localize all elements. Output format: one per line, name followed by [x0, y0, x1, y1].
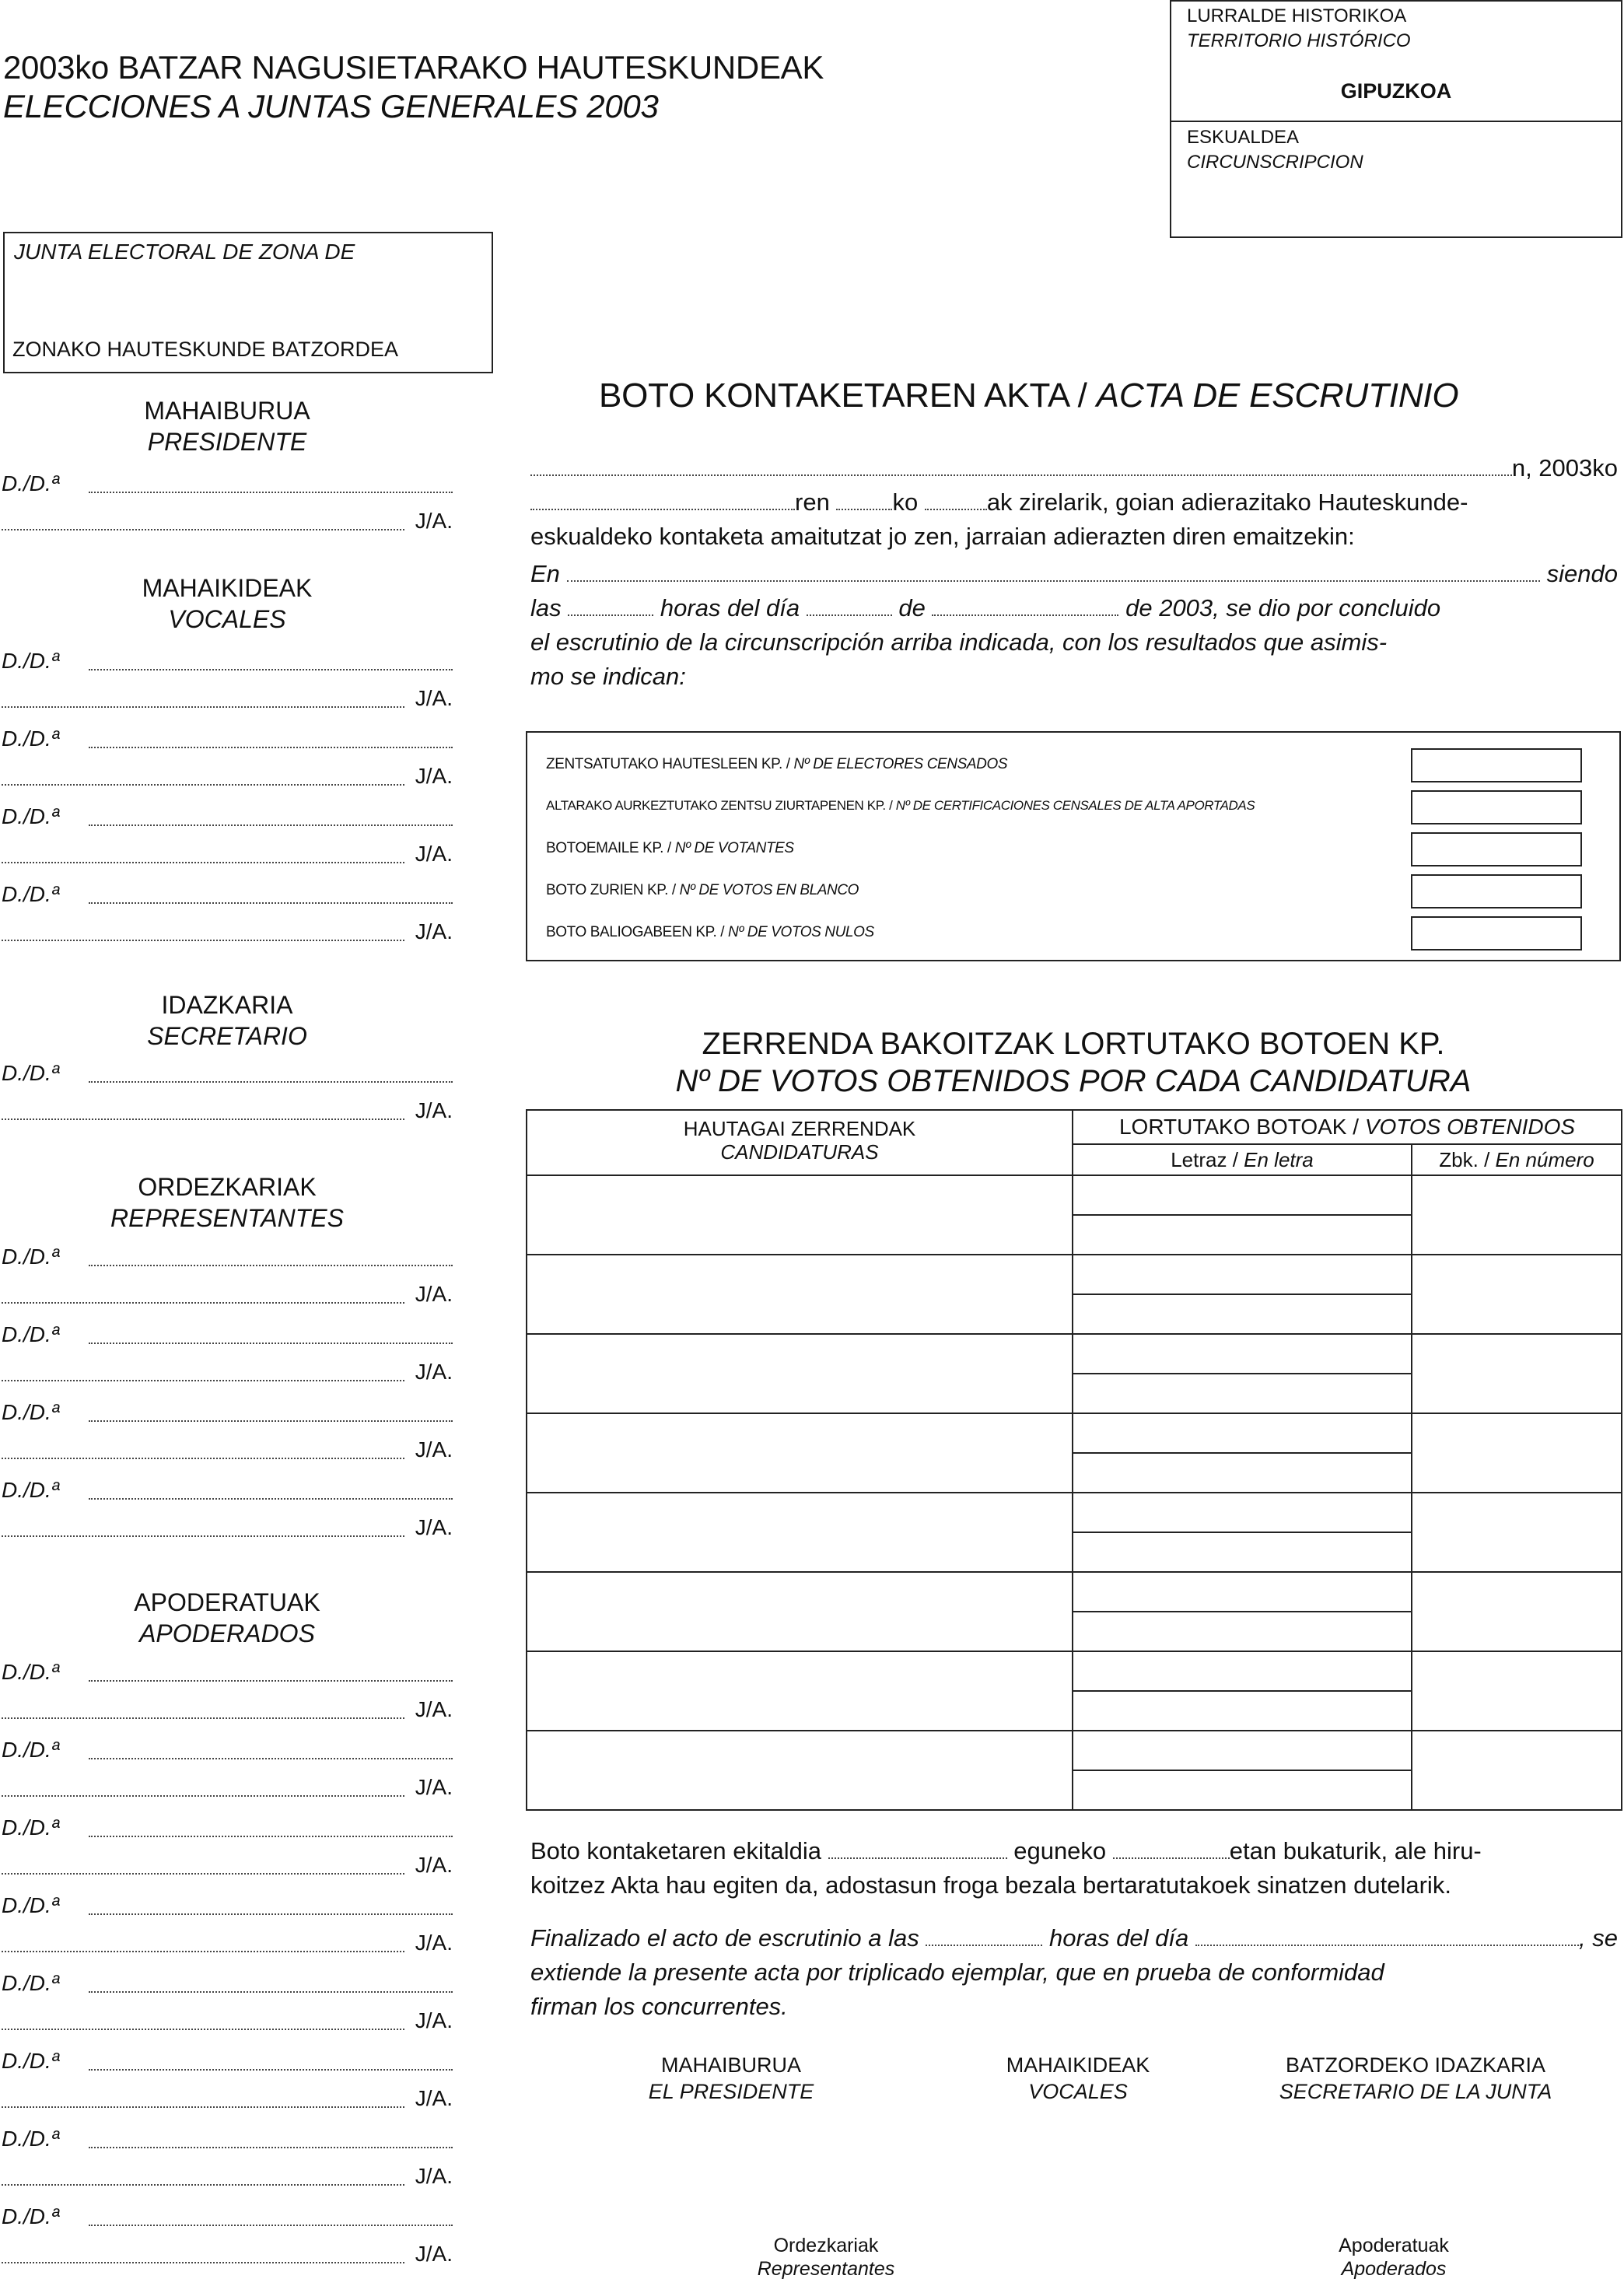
- col-header-letra: Letraz / En letra: [1073, 1144, 1412, 1175]
- votos-letra-cell[interactable]: [1073, 1731, 1412, 1770]
- signer-line-representante[interactable]: D./D.ª J/A.: [2, 1245, 453, 1306]
- day-field[interactable]: [828, 1839, 1007, 1859]
- signer-line-apoderado[interactable]: D./D.ª J/A.: [2, 1660, 453, 1721]
- section-presidente: MAHAIBURUA PRESIDENTE: [144, 397, 310, 456]
- field[interactable]: [530, 490, 795, 510]
- signature-presidente: MAHAIBURUA EL PRESIDENTE: [648, 2053, 814, 2103]
- signature-vocales: MAHAIKIDEAK VOCALES: [1006, 2053, 1150, 2103]
- candidatura-cell[interactable]: [527, 1651, 1073, 1731]
- votos-numero-cell[interactable]: [1412, 1651, 1622, 1731]
- date-field[interactable]: [1195, 1926, 1579, 1946]
- candidatura-cell[interactable]: [527, 1413, 1073, 1493]
- votos-numero-cell[interactable]: [1412, 1175, 1622, 1255]
- votos-letra-cell[interactable]: [1073, 1334, 1412, 1374]
- acta-title: BOTO KONTAKETAREN AKTA / ACTA DE ESCRUTINIO: [599, 376, 1459, 415]
- signer-line-apoderado[interactable]: D./D.ª J/A.: [2, 2204, 453, 2266]
- stat-input[interactable]: [1411, 874, 1582, 908]
- stat-label: BOTOEMAILE KP. / Nº DE VOTANTES: [546, 840, 794, 856]
- signature-secretario: BATZORDEKO IDAZKARIA SECRETARIO DE LA JUNTA: [1279, 2053, 1552, 2103]
- candidatura-cell[interactable]: [527, 1572, 1073, 1651]
- votos-letra-cell[interactable]: [1073, 1294, 1412, 1334]
- col-header-candidaturas: HAUTAGAI ZERRENDAK CANDIDATURAS: [527, 1110, 1073, 1175]
- signer-line-apoderado[interactable]: D./D.ª J/A.: [2, 1738, 453, 1799]
- signer-line-presidente[interactable]: D./D.ª J/A.: [2, 471, 453, 533]
- signer-line-apoderado[interactable]: D./D.ª J/A.: [2, 1971, 453, 2032]
- acta-paragraph-basque: n, 2003ko ren ko ak zirelarik, goian adierazitako Hauteskunde- eskualdeko kontaketa amaitutzat jo zen, jarraian adierazten diren emaitzekin:: [530, 454, 1618, 550]
- title-spanish: ELECCIONES A JUNTAS GENERALES 2003: [3, 88, 659, 124]
- stat-label: ZENTSATUTAKO HAUTESLEEN KP. / Nº DE ELECTORES CENSADOS: [546, 756, 1008, 772]
- votos-letra-cell[interactable]: [1073, 1413, 1412, 1453]
- field[interactable]: [836, 490, 892, 510]
- votos-letra-cell[interactable]: [1073, 1255, 1412, 1294]
- votos-numero-cell[interactable]: [1412, 1334, 1622, 1413]
- votos-letra-cell[interactable]: [1073, 1453, 1412, 1493]
- junta-electoral-box: [3, 232, 493, 373]
- votos-letra-cell[interactable]: [1073, 1612, 1412, 1651]
- signer-line-representante[interactable]: D./D.ª J/A.: [2, 1322, 453, 1384]
- candidaturas-title: ZERRENDA BAKOITZAK LORTUTAKO BOTOEN KP. Nº DE VOTOS OBTENIDOS POR CADA CANDIDATURA: [675, 1027, 1472, 1098]
- candidatura-cell[interactable]: [527, 1493, 1073, 1572]
- hour-field[interactable]: [568, 596, 653, 616]
- hour-field[interactable]: [1113, 1839, 1230, 1859]
- votos-letra-cell[interactable]: [1073, 1532, 1412, 1572]
- votos-letra-cell[interactable]: [1073, 1175, 1412, 1215]
- stat-label: BOTO ZURIEN KP. / Nº DE VOTOS EN BLANCO: [546, 882, 859, 898]
- stat-input[interactable]: [1411, 748, 1582, 782]
- signer-line-apoderado[interactable]: D./D.ª J/A.: [2, 1815, 453, 1877]
- stat-input[interactable]: [1411, 832, 1582, 866]
- signer-line-apoderado[interactable]: D./D.ª J/A.: [2, 2049, 453, 2110]
- votos-numero-cell[interactable]: [1412, 1413, 1622, 1493]
- signature-representantes: Ordezkariak Representantes: [757, 2235, 895, 2280]
- section-vocales: MAHAIKIDEAK VOCALES: [142, 574, 313, 633]
- col-header-votos: LORTUTAKO BOTOAK / VOTOS OBTENIDOS: [1073, 1110, 1622, 1144]
- signer-line-vocal[interactable]: D./D.ª J/A.: [2, 804, 453, 866]
- signer-line-representante[interactable]: D./D.ª J/A.: [2, 1400, 453, 1462]
- candidaturas-table: [526, 1109, 1622, 1811]
- signer-line-vocal[interactable]: D./D.ª J/A.: [2, 726, 453, 788]
- territory-label-es: TERRITORIO HISTÓRICO: [1187, 30, 1411, 51]
- candidatura-cell[interactable]: [527, 1175, 1073, 1255]
- votos-numero-cell[interactable]: [1412, 1493, 1622, 1572]
- circumscription-label-eu: ESKUALDEA: [1187, 127, 1300, 148]
- votos-numero-cell[interactable]: [1412, 1572, 1622, 1651]
- day-field[interactable]: [807, 596, 892, 616]
- closing-paragraph-spanish: Finalizado el acto de escrutinio a las horas del día , se extiende la presente acta por triplicado ejemplar, que en prueba de conformidad firman los concurrentes.: [530, 1924, 1618, 2020]
- section-apoderados: APODERATUAK APODERADOS: [134, 1588, 320, 1647]
- field[interactable]: [925, 490, 987, 510]
- votos-letra-cell[interactable]: [1073, 1770, 1412, 1810]
- hour-field[interactable]: [926, 1926, 1042, 1946]
- candidatura-cell[interactable]: [527, 1334, 1073, 1413]
- stat-input[interactable]: [1411, 790, 1582, 824]
- signer-line-vocal[interactable]: D./D.ª J/A.: [2, 882, 453, 943]
- stat-label: BOTO BALIOGABEEN KP. / Nº DE VOTOS NULOS: [546, 924, 874, 940]
- votos-letra-cell[interactable]: [1073, 1651, 1412, 1691]
- signature-apoderados: Apoderatuak Apoderados: [1339, 2235, 1449, 2280]
- votos-numero-cell[interactable]: [1412, 1255, 1622, 1334]
- territory-value: GIPUZKOA: [1340, 79, 1452, 103]
- votos-letra-cell[interactable]: [1073, 1572, 1412, 1612]
- title-basque: 2003ko BATZAR NAGUSIETARAKO HAUTESKUNDEAK: [3, 49, 824, 86]
- votos-letra-cell[interactable]: [1073, 1374, 1412, 1413]
- circumscription-label-es: CIRCUNSCRIPCION: [1187, 152, 1363, 173]
- stat-label: ALTARAKO AURKEZTUTAKO ZENTSU ZIURTAPENEN KP. / Nº DE CERTIFICACIONES CENSALES DE ALTA APORTADAS: [546, 798, 1255, 813]
- section-secretario: IDAZKARIA SECRETARIO: [147, 991, 307, 1050]
- col-header-numero: Zbk. / En número: [1412, 1144, 1622, 1175]
- stat-input[interactable]: [1411, 916, 1582, 950]
- votos-letra-cell[interactable]: [1073, 1691, 1412, 1731]
- votos-letra-cell[interactable]: [1073, 1215, 1412, 1255]
- territory-box: [1170, 0, 1622, 238]
- candidatura-cell[interactable]: [527, 1255, 1073, 1334]
- document-title: [3, 48, 824, 126]
- signer-line-apoderado[interactable]: D./D.ª J/A.: [2, 1893, 453, 1955]
- votos-letra-cell[interactable]: [1073, 1493, 1412, 1532]
- electoral-stats-box: [526, 731, 1621, 961]
- place-field[interactable]: [530, 456, 1512, 476]
- territory-label-eu: LURRALDE HISTORIKOA: [1187, 5, 1407, 26]
- signer-line-representante[interactable]: D./D.ª J/A.: [2, 1478, 453, 1539]
- closing-paragraph-basque: Boto kontaketaren ekitaldia eguneko etan bukaturik, ale hiru- koitzez Akta hau egiten da, adostasun froga bezala bertaratutakoek sinatzen dutelarik.: [530, 1837, 1482, 1899]
- candidatura-cell[interactable]: [527, 1731, 1073, 1810]
- signer-line-vocal[interactable]: D./D.ª J/A.: [2, 649, 453, 710]
- month-field[interactable]: [932, 596, 1118, 616]
- votos-numero-cell[interactable]: [1412, 1731, 1622, 1810]
- place-field[interactable]: [567, 562, 1540, 582]
- junta-label-eu: ZONAKO HAUTESKUNDE BATZORDEA: [12, 338, 399, 361]
- acta-paragraph-spanish: En siendo las horas del día de de 2003, se dio por concluido el escrutinio de la circunscripción arriba indicada, con los resultados que asimis- mo se indican:: [530, 560, 1618, 690]
- signer-line-secretario[interactable]: D./D.ª J/A.: [2, 1061, 453, 1122]
- section-representantes: ORDEZKARIAK REPRESENTANTES: [110, 1173, 344, 1232]
- junta-label-es: JUNTA ELECTORAL DE ZONA DE: [14, 240, 355, 264]
- signer-line-apoderado[interactable]: D./D.ª J/A.: [2, 2127, 453, 2188]
- territory-divider: [1171, 121, 1621, 122]
